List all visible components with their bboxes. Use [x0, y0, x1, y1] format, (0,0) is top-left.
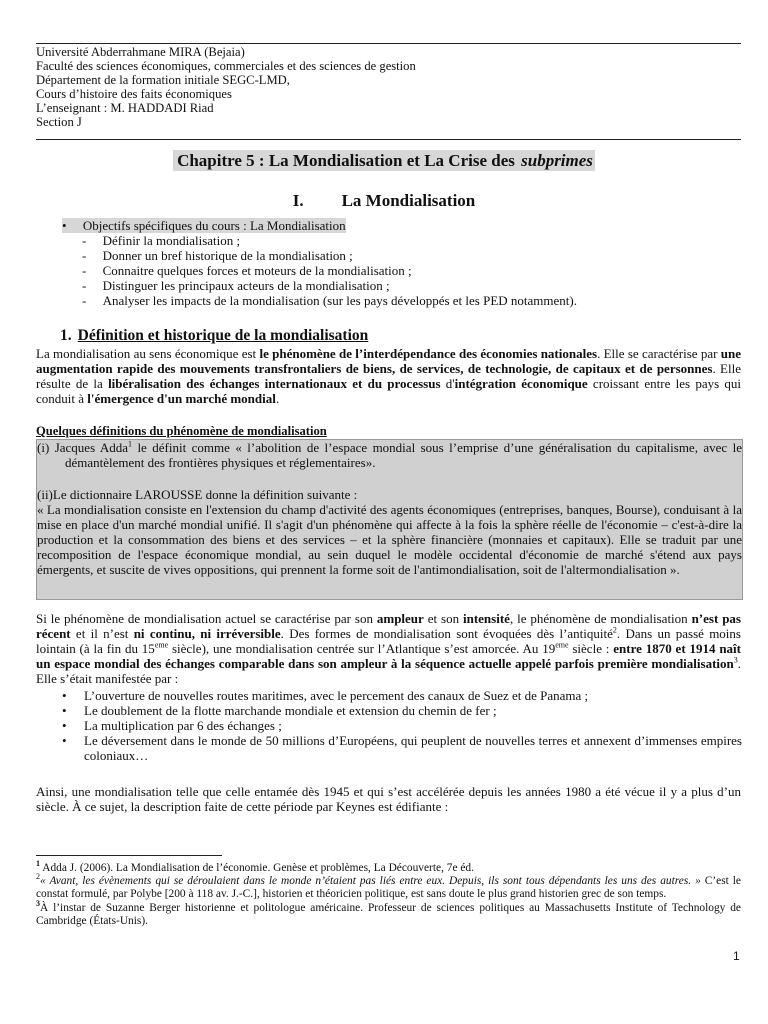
subsection-heading [60, 328, 368, 343]
intro-paragraph: La mondialisation au sens économique est le phénomène de l’interdépendance des économies nationales. Elle se caractérise par une augmentation rapide des mouvements transfrontaliers de biens, de services, de technologie, de capitaux et de personnes. Elle résulte de la libéralisation des échanges internationaux et du processus d'intégration économique croissant entre les pays qui conduit à l'émergence d'un marché mondial. [36, 346, 742, 406]
definitions-title: Quelques définitions du phénomène de mondialisation [36, 424, 327, 438]
chapter-title-main: Chapitre 5 : La Mondialisation et La Crise des [177, 151, 520, 170]
chapter-title [0, 153, 768, 169]
history-bullets [62, 688, 742, 763]
footnote-separator [36, 855, 222, 856]
header-line-teacher: L’enseignant : M. HADDADI Riad [36, 101, 214, 115]
section-title: La Mondialisation [341, 191, 476, 210]
larousse-definition: « La mondialisation consiste en l'extension du champ d'activité des agents économiques (entreprises, banques, Bourse), conduisant à la mise en place d'un marché mondial unifié. Il s'agit d'un phénomène qui affecte à la fois la sphère réelle de l'économie – c'est-à-dire la production et la consommation des biens et des services – et la sphère financière (monnaies et capitaux). Elle se traduit par une recomposition de l'espace économique mondial, au sein duquel le modèle occidental d'économie de marché s'étend aux pays émergents, et suscite de vives oppositions, qui prennent la forme soit de l'antimondialisation, soit de l'altermondialisation ». [37, 502, 742, 577]
subsection-number: 1. [60, 327, 72, 344]
objectives-list [62, 218, 742, 308]
larousse-intro: (ii)Le dictionnaire LAROUSSE donne la définition suivante : [37, 487, 358, 502]
header-line-department: Département de la formation initiale SEGC-LMD, [36, 73, 290, 87]
footnotes [36, 859, 741, 928]
section-number: I. [292, 191, 304, 210]
header-line-course: Cours d’histoire des faits économiques [36, 87, 232, 101]
section-heading [0, 193, 768, 208]
page-number: 1 [733, 949, 740, 963]
chapter-title-italic: subprimes [521, 151, 593, 170]
header-line-university: Université Abderrahmane MIRA (Bejaia) [36, 45, 245, 59]
subsection-title: Définition et historique de la mondialisation [77, 327, 369, 344]
objectives-heading: • Objectifs spécifiques du cours : La Mondialisation [62, 218, 346, 233]
definition-larousse-box [36, 471, 743, 600]
objective-item: - Définir la mondialisation ; [82, 233, 241, 248]
header-line-section: Section J [36, 115, 82, 129]
footnote-1: $^1$ Adda J. (2006). La Mondialisation de l’économie. Genèse et problèmes, La Découverte, 7e éd. [36, 859, 474, 874]
header-line-faculty: Faculté des sciences économiques, commerciales et des sciences de gestion [36, 59, 416, 73]
definition-adda-box: (i) Jacques Adda$^1$ le définit comme « l’abolition de l’espace mondial sous l’emprise d’une généralisation du capitalisme, avec le démantèlement des frontières physiques et réglementaires». [36, 439, 743, 473]
list-item: • Le doublement de la flotte marchande mondiale et extension du chemin de fer ; [62, 703, 742, 718]
list-item: • Le déversement dans le monde de 50 millions d’Européens, qui peuplent de nouvelles terres et annexent d’immenses empires coloniaux… [62, 733, 742, 763]
header-bottom-rule [36, 139, 741, 140]
document-header [36, 45, 741, 129]
closing-paragraph: Ainsi, une mondialisation telle que celle entamée dès 1945 et qui s’est accélérée depuis les années 1980 a été vécue il y a plus d’un siècle. À ce sujet, la description faite de cette période par Keynes est édifiante : [36, 784, 741, 814]
objective-item: - Distinguer les principaux acteurs de la mondialisation ; [82, 278, 390, 293]
header-top-rule [36, 43, 741, 44]
list-item: • L’ouverture de nouvelles routes maritimes, avec le percement des canaux de Suez et de Panama ; [62, 688, 742, 703]
footnote-2: $^2$« Avant, les évènements qui se déroulaient dans le monde n’étaient pas liés entre eux. Depuis, ils sont tous dépendants les uns des autres. » C’est le constat formulé, par Polybe [200 à 118 av. J.-C.], historien et théoricien politique, est sans doute le plus grand historien grec de son temps. [36, 872, 741, 901]
history-paragraph: Si le phénomène de mondialisation actuel se caractérise par son ampleur et son intensité, le phénomène de mondialisation n’est pas récent et il n’est ni continu, ni irréversible. Des formes de mondialisation sont évoquées dès l’antiquité$^2$. Dans un passé moins lointain (à la fin du 15eme siècle), une mondialisation centrée sur l’Atlantique s’est amorcée. Au 19eme siècle : entre 1870 et 1914 naît un espace mondial des échanges comparable dans son ampleur à la séquence actuelle appelé parfois première mondialisation$^3$. Elle s’était manifestée par : [36, 611, 741, 686]
objective-item: - Connaitre quelques forces et moteurs de la mondialisation ; [82, 263, 412, 278]
objective-item: - Analyser les impacts de la mondialisation (sur les pays développés et les PED notamment). [82, 293, 577, 308]
footnote-3: $^3$À l’instar de Suzanne Berger historienne et politologue américaine. Professeur de sciences politiques au Massachusetts Institute of Technology de Cambridge (États-Unis). [36, 898, 741, 927]
list-item: • La multiplication par 6 des échanges ; [62, 718, 742, 733]
objective-item: - Donner un bref historique de la mondialisation ; [82, 248, 353, 263]
